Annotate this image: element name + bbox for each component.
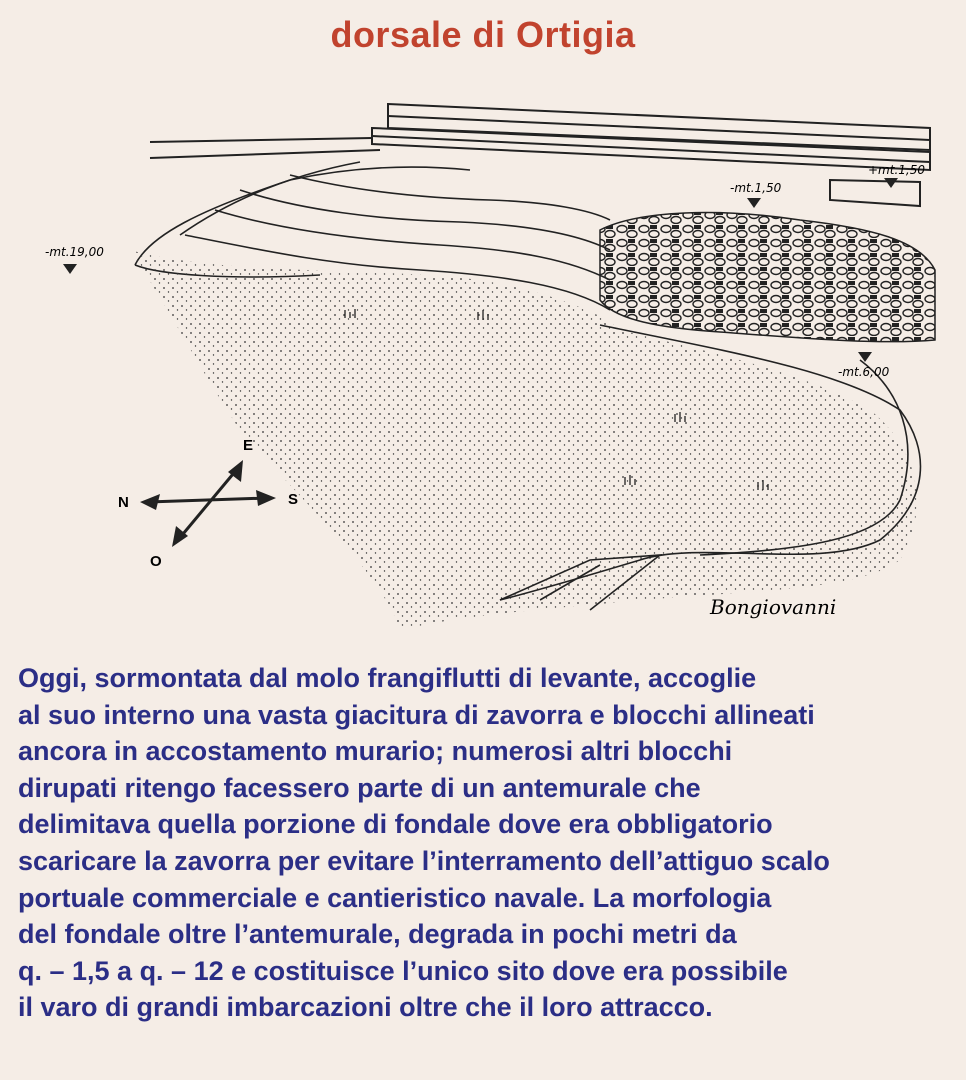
caption-line: il varo di grandi imbarcazioni oltre che il loro attracco. <box>18 992 713 1023</box>
compass-east-label: E <box>243 437 254 454</box>
ballast-field <box>600 213 935 342</box>
depth-label: -mt.1,50 <box>730 181 782 195</box>
caption-line: portuale commerciale e cantieristico navale. La morfologia <box>18 882 772 913</box>
seabed-sketch <box>0 70 966 670</box>
breakwater <box>150 104 930 206</box>
page-title: dorsale di Ortigia <box>330 14 636 55</box>
depth-label: -mt.19,00 <box>45 245 104 259</box>
caption-line: delimitava quella porzione di fondale dove era obbligatorio <box>18 809 773 840</box>
caption-line: Oggi, sormontata dal molo frangiflutti di levante, accoglie <box>18 663 757 693</box>
compass-north-label: N <box>118 494 129 511</box>
compass-west-label: O <box>150 553 162 570</box>
caption-line: q. – 1,5 a q. – 12 e costituisce l’unico sito dove era possibile <box>18 955 788 986</box>
caption-line: scaricare la zavorra per evitare l’interramento dell’attiguo scalo <box>18 845 830 876</box>
description-text <box>18 660 958 1026</box>
depth-label: -mt.6,00 <box>838 365 890 379</box>
compass-south-label: S <box>288 491 299 508</box>
artist-signature: Bongiovanni <box>710 595 837 619</box>
depth-marker-triangle <box>747 198 761 208</box>
caption-line: al suo interno una vasta giacitura di zavorra e blocchi allineati <box>18 699 815 730</box>
compass-rose <box>140 460 276 547</box>
caption-line: del fondale oltre l’antemurale, degrada in pochi metri da <box>18 919 737 950</box>
caption-line: dirupati ritengo facessero parte di un antemurale che <box>18 772 701 803</box>
depth-label: +mt.1,50 <box>868 163 925 177</box>
depth-marker-triangle <box>63 264 77 274</box>
caption-line: ancora in accostamento murario; numerosi altri blocchi <box>18 736 733 767</box>
